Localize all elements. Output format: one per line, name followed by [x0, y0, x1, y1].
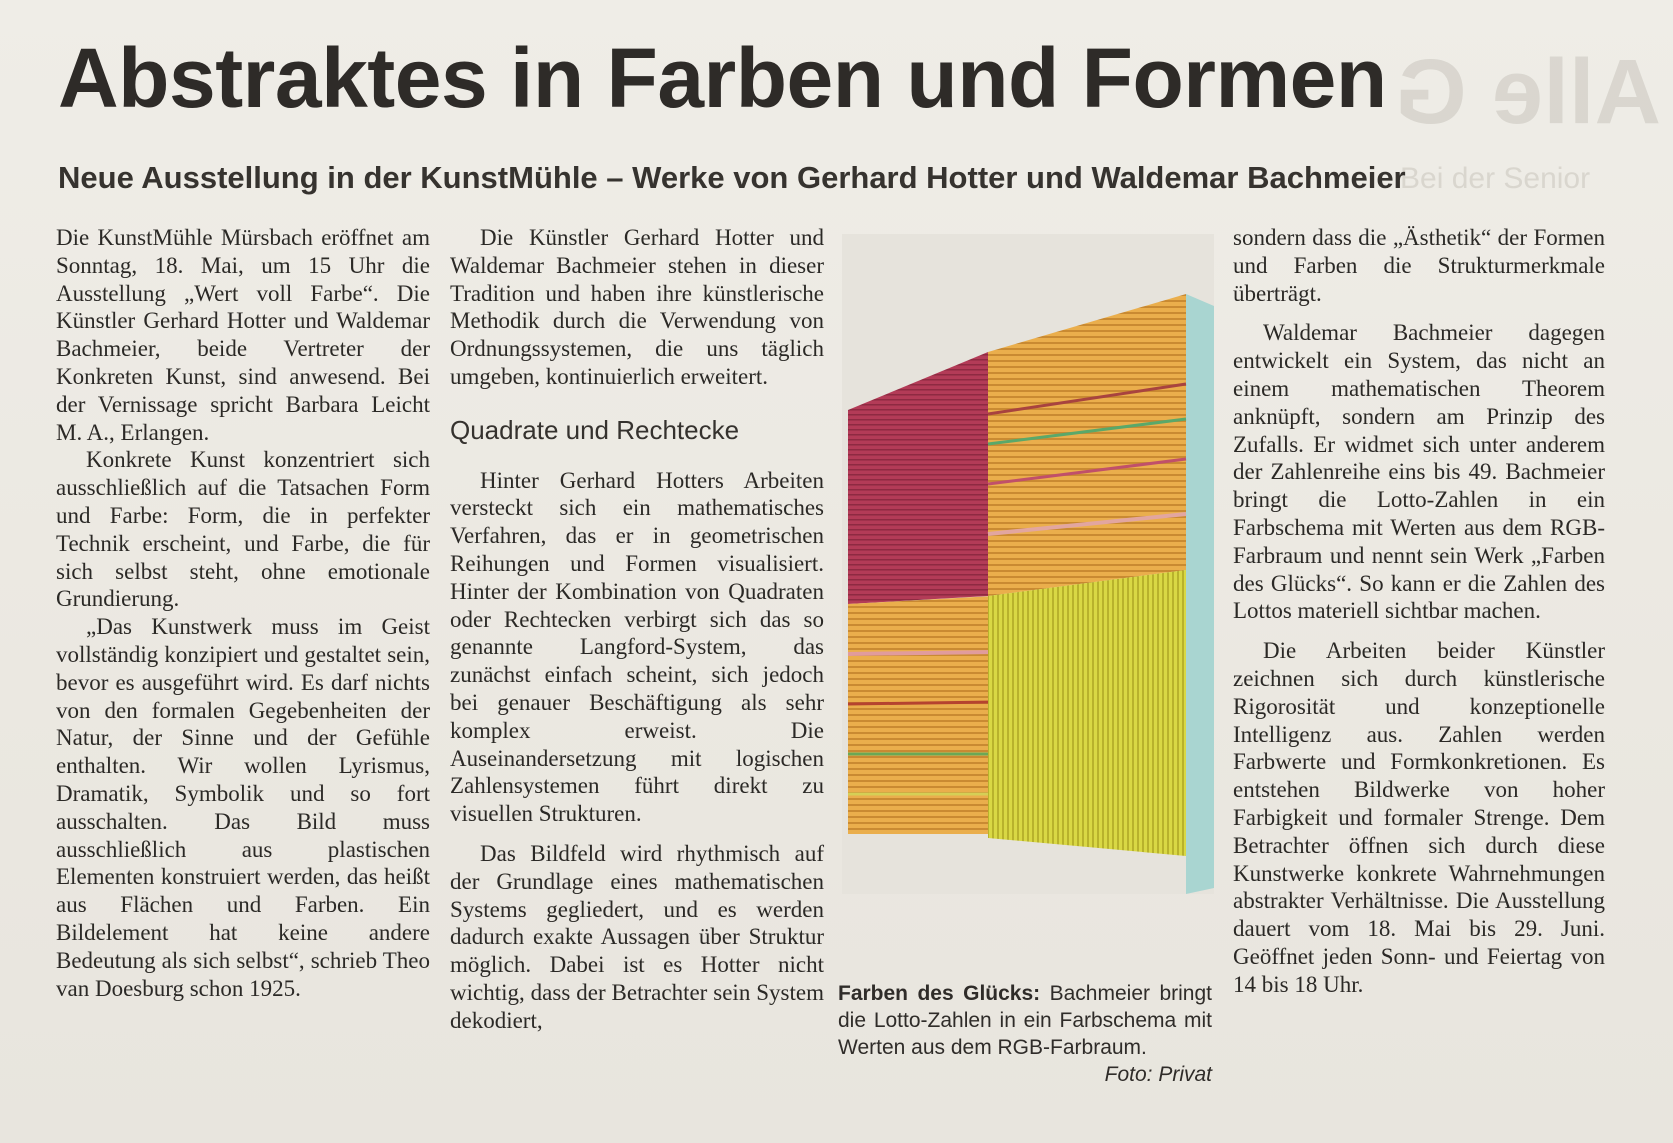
photo-caption: [838, 980, 1212, 1088]
intertitle: Quadrate und Rechtecke: [450, 414, 740, 445]
photo-credit: Foto: Privat: [1104, 1063, 1212, 1086]
panel-orange-bottom: [848, 596, 994, 834]
article-subheadline: Neue Ausstellung in der KunstMühle – Werke von Gerhard Hotter und Waldemar Bachmeier: [58, 160, 1406, 195]
text-column-1: [56, 224, 430, 1002]
text-column-4: [1233, 224, 1605, 999]
paragraph: Konkrete Kunst konzentriert sich ausschließlich auf die Tatsachen Form und Farbe: Form, die in perfekter Technik erscheint, und Farbe, die für sich selbst steht, ohne emotionale Grundierung.: [56, 447, 430, 612]
paragraph: Die KunstMühle Mürsbach eröffnet am Sonntag, 18. Mai, um 15 Uhr die Ausstellung „Wert voll Farbe“. Die Künstler Gerhard Hotter und Waldemar Bachmeier, beide Vertreter der Konkreten Kunst, sind anwesend. Bei der Vernissage spricht Barbara Leicht M. A., Erlangen.: [56, 225, 430, 445]
canvas-side-edge: [1186, 294, 1214, 894]
bleed-through-headline: Alle G: [1395, 41, 1661, 143]
caption-lead: Farben des Glücks:: [838, 982, 1041, 1005]
bleed-through-subhead: Bei der Senior: [1400, 162, 1591, 195]
paragraph: Die Arbeiten beider Künstler zeichnen sich durch künstlerische Rigorosität und konzeptionelle Intelligenz aus. Zahlen werden Farbwerte und Formkonkretionen. Es entstehen Bildwerke von hoher Farbigkeit und formaler Strenge. Dem Betrachter öffnen sich durch diese Kunstwerke konkrete Wahrnehmungen abstrakter Verhältnisse. Die Ausstellung dauert vom 18. Mai bis 29. Juni. Geöffnet jeden Sonn- und Feiertag von 14 bis 18 Uhr.: [1233, 638, 1605, 997]
paragraph: Hinter Gerhard Hotters Arbeiten versteckt sich ein mathematisches Verfahren, das er in geometrischen Reihungen und Formen visualisiert. Hinter der Kombination von Quadraten oder Rechtecken verbirgt sich das so genannte Langford-System, das zunächst einfach scheint, sich jedoch bei genauer Beschäftigung als sehr komplex erweist. Die Auseinandersetzung mit logischen Zahlensystemen führt direkt zu visuellen Strukturen.: [450, 467, 824, 827]
caption-text: Bachmeier bringt die Lotto-Zahlen in ein Farbschema mit Werten aus dem RGB-Farbraum.: [838, 982, 1212, 1059]
panel-yellow: [988, 570, 1186, 856]
article-headline: Abstraktes in Farben und Formen: [58, 31, 1387, 125]
paragraph: Das Bildfeld wird rhythmisch auf der Grundlage eines mathematischen Systems gegliedert, und es werden dadurch exakte Aussagen über Struktur möglich. Dabei ist es Hotter nicht wichtig, dass der Betrachter sein System dekodiert,: [450, 840, 824, 1033]
paragraph: sondern dass die „Ästhetik“ der Formen und Farben die Strukturmerkmale überträgt.: [1233, 225, 1605, 306]
text-column-2: [450, 224, 824, 1035]
artwork-photo: [842, 234, 1214, 894]
paragraph: Waldemar Bachmeier dagegen entwickelt ein System, das nicht an einem mathematischen Theorem anknüpft, sondern am Prinzip des Zufalls. Er widmet sich unter anderem der Zahlenreihe eins bis 49. Bachmeier bringt die Lotto-Zahlen in ein Farbschema mit Werten aus dem RGB-Farbraum und nennt sein Werk „Farben des Glücks“. So kann er die Zahlen des Lottos materiell sichtbar machen.: [1233, 320, 1605, 624]
paragraph: „Das Kunstwerk muss im Geist vollständig konzipiert und gestaltet sein, bevor es ausgeführt wird. Es darf nichts von den formalen Gegebenheiten der Natur, der Sinne und der Gefühle enthalten. Wir wollen Lyrismus, Dramatik, Symbolik und so fort ausschalten. Das Bild muss ausschließlich aus plastischen Elementen konstruiert werden, das heißt aus Flächen und Farben. Ein Bildelement hat keine andere Bedeutung als sich selbst“, schrieb Theo van Doesburg schon 1925.: [56, 614, 430, 1001]
paragraph: Die Künstler Gerhard Hotter und Waldemar Bachmeier stehen in dieser Tradition und haben ihre künstlerische Methodik durch die Verwendung von Ordnungssystemen, die uns täglich umgeben, kontinuierlich erweitert.: [450, 225, 824, 389]
